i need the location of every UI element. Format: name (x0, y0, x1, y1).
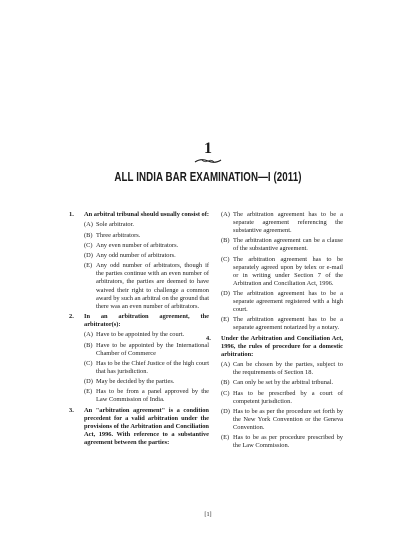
option-label: (A) (221, 361, 230, 369)
option-row (221, 390, 343, 406)
option-label: (E) (84, 262, 93, 270)
option-row (84, 262, 209, 310)
option-row (221, 211, 343, 235)
left-column (69, 211, 209, 449)
option-label: (B) (84, 341, 93, 349)
option-text: Any odd number of arbitrators, though if the parties continue with an even number of arbitrators, the parties are deemed to have waived their right to challenge a common award by such an arbitral on the ground that there was an even number of arbitrators. (96, 262, 209, 310)
option-text: Any even number of arbitrators. (96, 241, 179, 249)
option-label: (C) (221, 389, 230, 397)
option-text: The arbitration agreement has to be a separate agreement notarized by a notary. (233, 316, 343, 332)
option-label: (E) (221, 316, 230, 324)
option-row (84, 388, 209, 404)
option-row (221, 237, 343, 253)
option-row (221, 290, 343, 314)
question-3 (69, 406, 209, 447)
option-row (84, 242, 209, 250)
option-label: (D) (84, 378, 93, 386)
option-text: May be decided by the parties. (96, 378, 175, 386)
option-text: Three arbitrators. (96, 231, 141, 239)
option-row (221, 361, 343, 377)
question-1 (69, 211, 209, 219)
question-text: An "arbitration agreement" is a condition precedent for a valid arbitration under the provisions of the Arbitration and Conciliation Act, 1996. With reference to a substantive agreement between the parties: (84, 406, 209, 446)
option-text: Has to be as per procedure prescribed by the Law Commission. (233, 434, 343, 450)
option-label: (C) (84, 359, 93, 367)
option-row (84, 252, 209, 260)
option-label: (A) (84, 221, 93, 229)
option-text: Has to be prescribed by a court of competent jurisdiction. (233, 389, 343, 405)
question-number: 3. (69, 406, 74, 414)
option-row (84, 360, 209, 376)
option-text: Sole arbitrator. (96, 221, 134, 229)
option-row (84, 331, 209, 339)
option-label: (E) (84, 388, 93, 396)
option-label: (A) (221, 211, 230, 218)
option-text: The arbitration agreement has to be a separate agreement referencing the substantive agreement. (233, 211, 343, 235)
option-text: Has to be the Chief Justice of the high court that has jurisdiction. (96, 359, 209, 375)
option-label: (E) (221, 434, 230, 442)
chapter-number: 1 (204, 140, 212, 157)
option-text: Has to be as per the procedure set forth by the New York Convention or the Geneva Convention. (233, 407, 343, 432)
option-label: (D) (221, 289, 230, 297)
option-label: (C) (221, 255, 230, 263)
question-number: 2. (69, 312, 74, 320)
option-label: (B) (221, 379, 230, 387)
option-text: Have to be appointed by the International Chamber of Commerce (96, 341, 209, 357)
option-text: Can be chosen by the parties, subject to the requirements of Section 18. (233, 361, 343, 377)
option-row (221, 379, 343, 387)
option-row (84, 342, 209, 358)
question-2 (69, 312, 209, 329)
question-number: 4. (206, 334, 211, 342)
option-label: (D) (84, 252, 93, 260)
question-number: 1. (69, 211, 74, 218)
flourish-ornament-icon (193, 156, 223, 166)
option-row (221, 316, 343, 332)
page-number: [1] (204, 511, 212, 518)
right-column (206, 211, 343, 453)
question-text: Under the Arbitration and Conciliation Act, 1996, the rules of procedure for a domestic arbitration: (221, 334, 343, 358)
option-text: The arbitration agreement can be a clause of the substantive agreement. (233, 237, 343, 253)
option-row (84, 378, 209, 386)
option-row (84, 221, 209, 229)
option-text: Any odd number of arbitrators. (96, 252, 176, 260)
option-label: (A) (84, 331, 93, 339)
option-text: The arbitration agreement has to be a separate agreement registered with a high court. (233, 289, 343, 314)
option-text: Have to be appointed by the court. (96, 331, 185, 339)
option-label: (B) (84, 231, 93, 239)
option-label: (B) (221, 237, 230, 245)
option-text: The arbitration agreement has to be separately agreed upon by telex or e-mail or in writing under Section 7 of the Arbitration and Conciliation Act, 1996. (233, 255, 343, 287)
option-label: (D) (221, 407, 230, 415)
option-row (84, 232, 209, 240)
exam-title: ALL INDIA BAR EXAMINATION—I (2011) (114, 170, 302, 184)
question-text: An arbitral tribunal should usually consist of: (84, 211, 209, 218)
option-label: (C) (84, 241, 93, 249)
option-text: Can only be set by the arbitral tribunal. (233, 379, 334, 387)
option-row (221, 434, 343, 450)
question-text: In an arbitration agreement, the arbitrator(s): (84, 312, 209, 328)
option-row (221, 256, 343, 288)
option-row (221, 408, 343, 432)
option-text: Has to be from a panel approved by the Law Commission of India. (96, 388, 209, 404)
question-4 (206, 334, 343, 359)
